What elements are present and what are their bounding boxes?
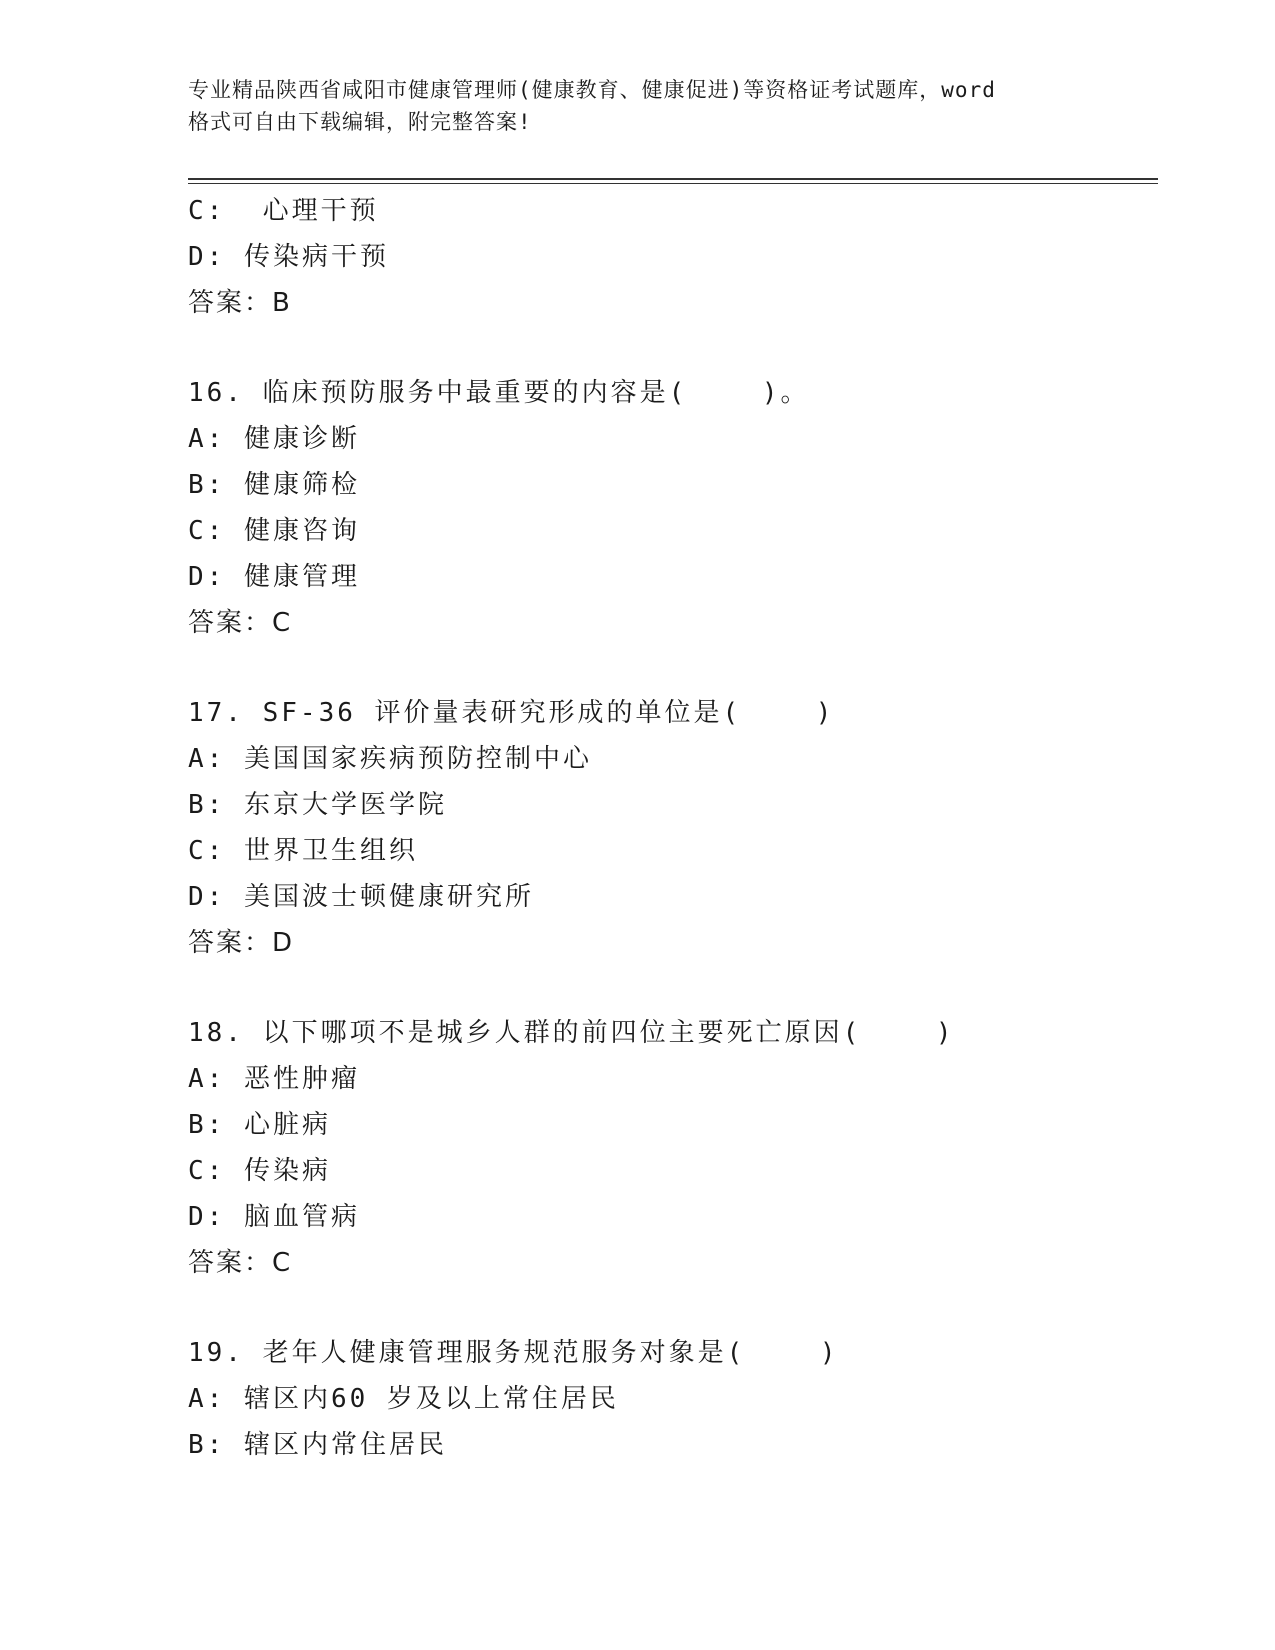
option-a: A: 辖区内60 岁及以上常住居民	[188, 1384, 619, 1414]
question-stem: 17. SF-36 评价量表研究形成的单位是( )	[188, 698, 835, 728]
option-b: B: 心脏病	[188, 1110, 331, 1140]
answer: 答案：C	[188, 1248, 293, 1278]
option-c: C: 世界卫生组织	[188, 836, 418, 866]
option-a: A: 健康诊断	[188, 424, 360, 454]
question-stem: 18. 以下哪项不是城乡人群的前四位主要死亡原因( )	[188, 1018, 955, 1048]
option-b: B: 东京大学医学院	[188, 790, 447, 820]
option-c: C: 心理干预	[188, 196, 379, 226]
header-divider-thick	[188, 178, 1158, 180]
question-stem: 19. 老年人健康管理服务规范服务对象是( )	[188, 1338, 839, 1368]
document-header	[188, 74, 1088, 138]
option-c: C: 健康咨询	[188, 516, 360, 546]
header-line-1: 专业精品陕西省咸阳市健康管理师(健康教育、健康促进)等资格证考试题库，word	[188, 78, 996, 102]
question-19	[188, 1330, 1158, 1468]
option-b: B: 健康筛检	[188, 470, 360, 500]
question-17	[188, 690, 1158, 966]
question-stem: 16. 临床预防服务中最重要的内容是( )。	[188, 378, 810, 408]
header-divider-thin	[188, 183, 1158, 184]
question-list	[188, 188, 1158, 1468]
option-a: A: 美国国家疾病预防控制中心	[188, 744, 592, 774]
header-line-2: 格式可自由下载编辑，附完整答案!	[188, 110, 532, 134]
option-b: B: 辖区内常住居民	[188, 1430, 447, 1460]
option-d: D: 脑血管病	[188, 1202, 360, 1232]
option-c: C: 传染病	[188, 1156, 331, 1186]
option-d: D: 健康管理	[188, 562, 360, 592]
question-18	[188, 1010, 1158, 1286]
answer: 答案：B	[188, 288, 292, 318]
option-d: D: 传染病干预	[188, 242, 389, 272]
answer: 答案：D	[188, 928, 295, 958]
option-d: D: 美国波士顿健康研究所	[188, 882, 534, 912]
option-a: A: 恶性肿瘤	[188, 1064, 360, 1094]
answer: 答案：C	[188, 608, 293, 638]
question-16	[188, 370, 1158, 646]
